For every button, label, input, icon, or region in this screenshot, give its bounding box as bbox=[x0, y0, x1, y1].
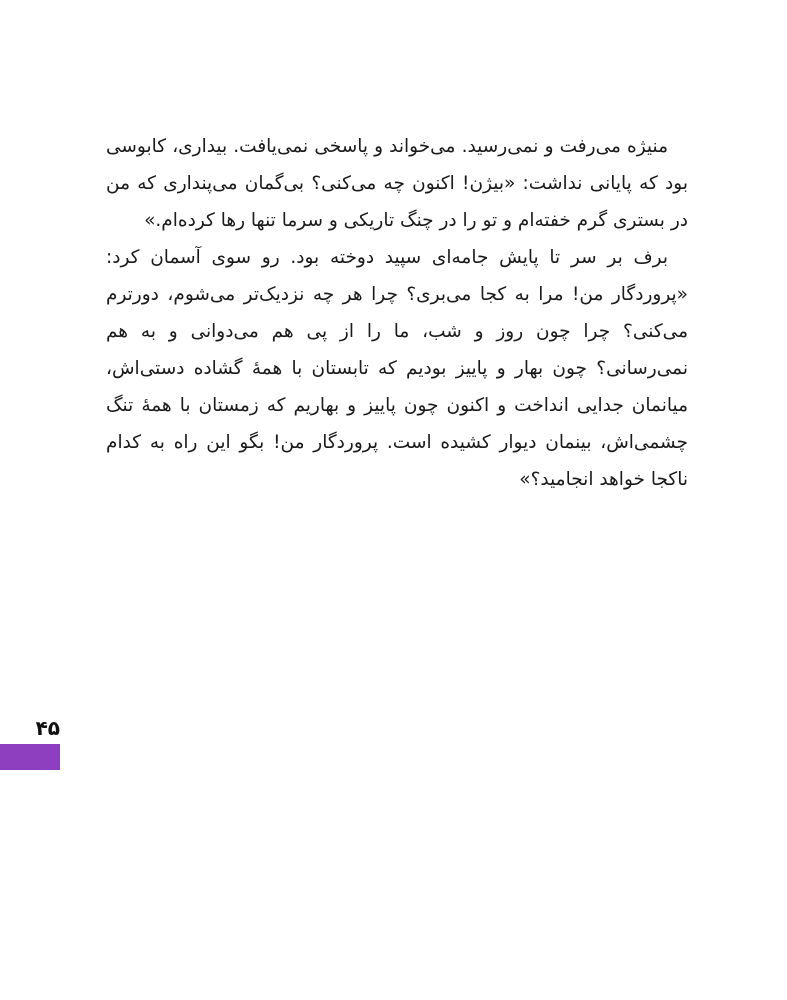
page-number: ۴۵ bbox=[35, 716, 60, 740]
paragraph-2: برف بر سر تا پایش جامه‌ای سپید دوخته بود. رو سوی آسمان کرد: «پروردگار من! مرا به کجا می‌بری؟ چرا هر چه نزدیک‌تر می‌شوم، دورترم می‌کنی؟ چرا چون روز و شب، ما را از پی هم می‌دوانی و به هم نمی‌رسانی؟ چون بهار و پاییز بودیم که تابستان با همهٔ گشاده دستی‌اش، میانمان جدایی انداخت و اکنون چون پاییز و بهاریم که زمستان با همهٔ تنگ چشمی‌اش، بینمان دیوار کشیده است. پروردگار من! بگو این راه به کدام ناکجا خواهد انجامید؟» bbox=[106, 247, 688, 490]
paragraph-1: منیژه می‌رفت و نمی‌رسید. می‌خواند و پاسخی نمی‌یافت. بیداری، کابوسی بود که پایانی نداشت: «بیژن! اکنون چه می‌کنی؟ بی‌گمان می‌پنداری که من در بستری گرم خفته‌ام و تو را در چنگ تاریکی و سرما تنها رها کرده‌ام.» bbox=[106, 136, 688, 231]
body-text bbox=[106, 128, 688, 498]
accent-color-bar bbox=[0, 744, 60, 770]
